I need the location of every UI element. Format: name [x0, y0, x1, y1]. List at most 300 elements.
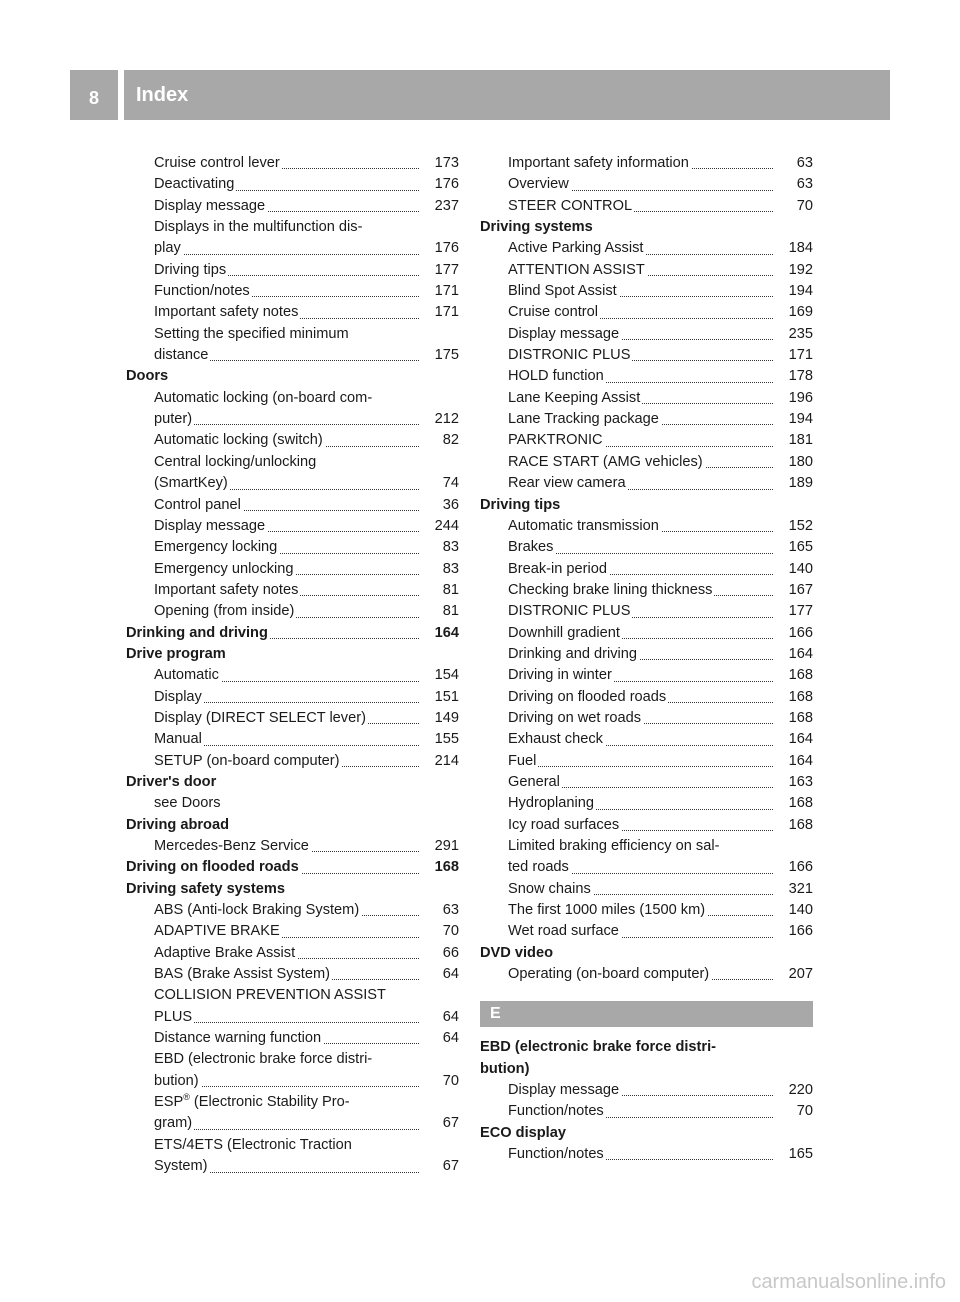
- entry-text: [508, 475, 628, 491]
- page-reference: 66: [440, 943, 459, 964]
- index-heading: [480, 1037, 813, 1058]
- index-entry: [480, 238, 813, 259]
- index-entry: [126, 153, 459, 174]
- entry-text: [154, 454, 318, 470]
- page-reference: 167: [786, 580, 813, 601]
- entry-text: [154, 710, 368, 726]
- entry-label: Hydroplaning: [508, 795, 594, 812]
- entry-label: COLLISION PREVENTION ASSIST: [154, 987, 386, 1004]
- entry-text: [154, 176, 236, 192]
- index-entry: [126, 964, 459, 985]
- entry-label: Display (DIRECT SELECT lever): [154, 709, 366, 726]
- index-entry: [480, 153, 813, 174]
- index-entry: [480, 260, 813, 281]
- index-entry: [480, 345, 813, 366]
- index-entry: [126, 729, 459, 750]
- entry-label: Driving in winter: [508, 667, 612, 684]
- entry-text: [126, 881, 287, 897]
- page-reference: 177: [432, 260, 459, 281]
- index-entry: [480, 879, 813, 900]
- entry-label: ABS (Anti-lock Braking System): [154, 902, 360, 919]
- entry-text: [126, 368, 170, 384]
- entry-text: [508, 304, 600, 320]
- index-entry: [126, 1135, 459, 1156]
- entry-label: STEER CONTROL: [508, 197, 633, 214]
- entry-label: DISTRONIC PLUS: [508, 347, 631, 364]
- page-reference: 165: [786, 1144, 813, 1165]
- page-reference: 244: [432, 516, 459, 537]
- page-reference: 212: [432, 409, 459, 430]
- entry-label: ADAPTIVE BRAKE: [154, 923, 280, 940]
- entry-label: Setting the specified minimum: [154, 325, 349, 342]
- entry-text: [154, 1051, 374, 1067]
- index-entry: [480, 366, 813, 387]
- page-reference: 164: [786, 644, 813, 665]
- entry-text: [154, 1009, 194, 1025]
- index-entry: [126, 495, 459, 516]
- entry-text: [508, 1146, 606, 1162]
- page-reference: 176: [432, 174, 459, 195]
- entry-label: Function/notes: [508, 1103, 604, 1120]
- page-reference: 82: [440, 430, 459, 451]
- page-reference: 70: [794, 196, 813, 217]
- entry-text: [154, 1094, 352, 1110]
- page-reference: 168: [786, 708, 813, 729]
- entry-text: [154, 923, 282, 939]
- entry-label: Cruise control: [508, 304, 599, 321]
- index-entry: [126, 985, 459, 1006]
- entry-text: [154, 390, 374, 406]
- entry-label: Active Parking Assist: [508, 240, 644, 257]
- index-entry: [480, 1101, 813, 1122]
- index-entry: [480, 388, 813, 409]
- entry-text: [154, 1073, 201, 1089]
- entry-label: Wet road surface: [508, 923, 619, 940]
- entry-text: [126, 625, 270, 641]
- index-entry: [126, 217, 459, 238]
- page-reference: 194: [786, 281, 813, 302]
- entry-label: Overview: [508, 176, 569, 193]
- entry-label: Automatic locking (on-board com-: [154, 389, 373, 406]
- entry-text: [154, 582, 300, 598]
- entry-label: gram): [154, 1115, 193, 1132]
- entry-label: Driving tips: [480, 496, 561, 513]
- index-entry: [126, 537, 459, 558]
- entry-label: EBD (electronic brake force distri-: [154, 1051, 373, 1068]
- page-reference: 175: [432, 345, 459, 366]
- page-reference: 168: [786, 665, 813, 686]
- entry-label: Distance warning function: [154, 1030, 322, 1047]
- entry-text: [508, 817, 621, 833]
- page-reference: 196: [786, 388, 813, 409]
- entry-label: DVD video: [480, 944, 553, 961]
- entry-text: [480, 945, 555, 961]
- index-entry: [126, 1007, 459, 1028]
- index-entry: [480, 196, 813, 217]
- entry-label: Displays in the multifunction dis-: [154, 219, 363, 236]
- entry-text: [154, 667, 221, 683]
- entry-text: [154, 945, 297, 961]
- entry-text: [508, 1082, 621, 1098]
- entry-label: RACE START (AMG vehicles): [508, 453, 703, 470]
- entry-label: PLUS: [154, 1008, 193, 1025]
- index-entry: [480, 921, 813, 942]
- entry-label: DISTRONIC PLUS: [508, 603, 631, 620]
- entry-text: [508, 432, 605, 448]
- index-entry: [480, 729, 813, 750]
- index-entry: [480, 687, 813, 708]
- page-reference: 83: [440, 559, 459, 580]
- index-entry: [480, 644, 813, 665]
- section-spacer: [480, 985, 813, 1001]
- index-entry: [480, 601, 813, 622]
- entry-text: [508, 689, 668, 705]
- page-reference: 184: [786, 238, 813, 259]
- entry-text: [508, 1103, 606, 1119]
- entry-text: [508, 262, 647, 278]
- index-entry: [480, 559, 813, 580]
- entry-text: [154, 603, 296, 619]
- entry-text: [508, 881, 593, 897]
- entry-text: [508, 326, 621, 342]
- entry-label: Driving on flooded roads: [508, 688, 667, 705]
- page-reference: 164: [786, 751, 813, 772]
- index-entry: [126, 943, 459, 964]
- page-reference: 176: [432, 238, 459, 259]
- entry-label: Lane Tracking package: [508, 411, 659, 428]
- page-reference: 74: [440, 473, 459, 494]
- page-reference: 63: [440, 900, 459, 921]
- leader-dots: [154, 254, 419, 255]
- entry-text: [508, 518, 661, 534]
- index-entry: [480, 324, 813, 345]
- entry-text: [154, 1030, 323, 1046]
- index-entry: [480, 473, 813, 494]
- index-entry: [480, 964, 813, 985]
- entry-text: [154, 497, 243, 513]
- index-entry: [480, 836, 813, 857]
- page-reference: 171: [786, 345, 813, 366]
- index-entry: [126, 836, 459, 857]
- index-heading: [126, 879, 459, 900]
- page-reference: 81: [440, 601, 459, 622]
- entry-text: [508, 646, 639, 662]
- index-entry: [126, 430, 459, 451]
- entry-label: Limited braking efficiency on sal-: [508, 838, 720, 854]
- entry-label: Function/notes: [154, 283, 250, 300]
- entry-text: [154, 475, 230, 491]
- entry-label: Exhaust check: [508, 731, 603, 748]
- entry-label: Driving systems: [480, 219, 593, 236]
- page-reference: 168: [786, 815, 813, 836]
- entry-label: Display message: [154, 517, 266, 534]
- page-reference: 180: [786, 452, 813, 473]
- entry-text: [508, 795, 596, 811]
- page-reference: 237: [432, 196, 459, 217]
- entry-label: The first 1000 miles (1500 km): [508, 902, 706, 919]
- index-entry: [480, 452, 813, 473]
- page-reference: 81: [440, 580, 459, 601]
- entry-text: [508, 902, 707, 918]
- section-e-entries: [480, 1037, 813, 1165]
- index-entry: [480, 751, 813, 772]
- index-entry: [126, 345, 459, 366]
- page-reference: 321: [786, 879, 813, 900]
- entry-text: [480, 1061, 531, 1077]
- index-entry: [480, 281, 813, 302]
- page-reference: 67: [440, 1113, 459, 1134]
- entry-label: Display message: [154, 197, 266, 214]
- leader-dots: [508, 766, 773, 767]
- entry-text: [154, 411, 194, 427]
- entry-label: bution): [154, 1072, 199, 1089]
- entry-label: PARKTRONIC: [508, 432, 603, 449]
- page-reference: 63: [794, 153, 813, 174]
- index-entry: [480, 708, 813, 729]
- entry-label: Automatic transmission: [508, 517, 659, 534]
- index-entry: [126, 1156, 459, 1177]
- entry-text: [508, 539, 555, 555]
- page-reference: 64: [440, 1007, 459, 1028]
- entry-label: see Doors: [154, 795, 221, 812]
- entry-text: [154, 304, 300, 320]
- entry-label: Break-in period: [508, 560, 607, 577]
- index-entry: [126, 665, 459, 686]
- page-reference: 83: [440, 537, 459, 558]
- entry-text: [508, 347, 632, 363]
- page-reference: 165: [786, 537, 813, 558]
- entry-text: [508, 368, 606, 384]
- entry-label: BAS (Brake Assist System): [154, 966, 330, 983]
- entry-label: Automatic: [154, 667, 219, 684]
- page-reference: 168: [786, 793, 813, 814]
- entry-label: EBD (electronic brake force distri-: [480, 1039, 717, 1056]
- entry-text: [508, 667, 614, 683]
- index-heading: [480, 943, 813, 964]
- page-reference: 151: [432, 687, 459, 708]
- page-reference: 166: [786, 921, 813, 942]
- entry-label: Important safety notes: [154, 581, 299, 598]
- entry-text: [480, 219, 595, 235]
- index-entry: [480, 516, 813, 537]
- entry-text: [508, 966, 711, 982]
- entry-label: Rear view camera: [508, 475, 626, 492]
- entry-label: Downhill gradient: [508, 624, 620, 641]
- index-entry: [126, 708, 459, 729]
- page-reference: 194: [786, 409, 813, 430]
- entry-label: Driver's door: [126, 773, 217, 790]
- index-entry: [126, 281, 459, 302]
- index-entry: [480, 302, 813, 323]
- watermark: carmanualsonline.info: [751, 1271, 946, 1293]
- entry-label: Driving on wet roads: [508, 709, 642, 726]
- page-reference: 177: [786, 601, 813, 622]
- entry-label: distance: [154, 347, 209, 364]
- entry-label: Opening (from inside): [154, 603, 295, 620]
- entry-label-suffix: (Electronic Stability Pro-: [189, 1094, 350, 1111]
- page-reference: 152: [786, 516, 813, 537]
- entry-text: [154, 966, 332, 982]
- page-number: 8: [88, 87, 99, 108]
- entry-text: [508, 731, 605, 747]
- entry-text: [508, 859, 571, 875]
- index-entry: [126, 473, 459, 494]
- index-heading: [480, 1059, 813, 1080]
- page-header: [70, 70, 890, 120]
- entry-text: [480, 1039, 718, 1055]
- entry-label: ATTENTION ASSIST: [508, 261, 645, 278]
- page-reference: 70: [794, 1101, 813, 1122]
- index-entry: [126, 751, 459, 772]
- index-entry: [126, 687, 459, 708]
- entry-text: [154, 838, 311, 854]
- entry-text: [508, 176, 571, 192]
- index-entry: [126, 409, 459, 430]
- index-heading: [126, 366, 459, 387]
- entry-label: Emergency locking: [154, 539, 278, 556]
- page-reference: 189: [786, 473, 813, 494]
- index-heading: [480, 495, 813, 516]
- index-entry: [126, 601, 459, 622]
- page-reference: 291: [432, 836, 459, 857]
- index-entry: [126, 559, 459, 580]
- page-reference: 166: [786, 857, 813, 878]
- page-reference: 163: [786, 772, 813, 793]
- entry-label: Driving tips: [154, 261, 227, 278]
- entry-label: (SmartKey): [154, 475, 228, 492]
- entry-text: [508, 561, 609, 577]
- entry-text: [480, 497, 562, 513]
- page-reference: 63: [794, 174, 813, 195]
- entry-text: [480, 1125, 568, 1141]
- index-heading: [126, 644, 459, 665]
- page-reference: 64: [440, 964, 459, 985]
- page-reference: 178: [786, 366, 813, 387]
- page-reference: 64: [440, 1028, 459, 1049]
- entry-label: Drive program: [126, 645, 226, 662]
- index-heading: [126, 623, 459, 644]
- entry-label: ECO display: [480, 1124, 566, 1141]
- entry-text: [154, 347, 210, 363]
- entry-text: [508, 923, 621, 939]
- entry-label: HOLD function: [508, 368, 604, 385]
- index-column-right-entries: [480, 153, 813, 985]
- index-entry: [126, 1092, 459, 1113]
- index-entry: [126, 174, 459, 195]
- page-reference: 164: [432, 623, 459, 644]
- entry-label: Display message: [508, 325, 620, 342]
- page-reference: 70: [440, 1071, 459, 1092]
- entry-text: [508, 710, 643, 726]
- entry-label: Display: [154, 688, 202, 705]
- index-entry: [480, 537, 813, 558]
- entry-label: Emergency unlocking: [154, 560, 294, 577]
- entry-label: System): [154, 1158, 208, 1175]
- page-reference: 36: [440, 495, 459, 516]
- entry-label: Icy road surfaces: [508, 816, 620, 833]
- entry-label: Fuel: [508, 752, 537, 769]
- entry-label: Display message: [508, 1082, 620, 1099]
- entry-label: Deactivating: [154, 176, 235, 193]
- page-reference: 168: [432, 857, 459, 878]
- index-entry: [126, 580, 459, 601]
- index-entry: [126, 1049, 459, 1070]
- index-entry: [126, 1113, 459, 1134]
- index-entry: [126, 1071, 459, 1092]
- entry-text: [154, 326, 351, 342]
- entry-text: [154, 902, 361, 918]
- index-entry: [480, 430, 813, 451]
- entry-label: Drinking and driving: [508, 645, 637, 662]
- page-reference: 192: [786, 260, 813, 281]
- index-entry: [480, 623, 813, 644]
- entry-text: [154, 155, 282, 171]
- index-entry: [126, 324, 459, 345]
- index-entry: [126, 793, 459, 814]
- page-reference: 173: [432, 153, 459, 174]
- entry-label: Cruise control lever: [154, 155, 280, 171]
- entry-text: [508, 838, 721, 854]
- index-column-right: [480, 153, 813, 1165]
- page-reference: 154: [432, 665, 459, 686]
- entry-label: Operating (on-board computer): [508, 966, 710, 983]
- entry-label: Mercedes-Benz Service: [154, 838, 309, 854]
- index-entry: [126, 1028, 459, 1049]
- page-reference: 207: [786, 964, 813, 985]
- entry-text: [154, 1137, 354, 1153]
- page-reference: 140: [786, 900, 813, 921]
- entry-text: [508, 411, 661, 427]
- page-reference: 214: [432, 751, 459, 772]
- index-entry: [480, 793, 813, 814]
- entry-text: [154, 731, 204, 747]
- entry-text: [154, 539, 279, 555]
- index-entry: [126, 388, 459, 409]
- index-heading: [480, 1123, 813, 1144]
- index-heading: [126, 857, 459, 878]
- index-entry: [480, 580, 813, 601]
- index-heading: [126, 815, 459, 836]
- index-entry: [480, 1144, 813, 1165]
- entry-text: [154, 753, 341, 769]
- index-entry: [480, 665, 813, 686]
- page-reference: 171: [432, 302, 459, 323]
- entry-text: [154, 689, 204, 705]
- entry-label: ESP: [154, 1094, 184, 1111]
- entry-text: [508, 774, 562, 790]
- entry-text: [154, 240, 183, 256]
- entry-label: bution): [480, 1060, 530, 1077]
- entry-label: Lane Keeping Assist: [508, 389, 641, 406]
- entry-label: Adaptive Brake Assist: [154, 944, 296, 961]
- entry-text: [154, 262, 228, 278]
- page-reference: 168: [786, 687, 813, 708]
- index-entry: [480, 857, 813, 878]
- entry-label: Automatic locking (switch): [154, 432, 323, 449]
- entry-label: Important safety information: [508, 155, 689, 171]
- entry-text: [508, 625, 622, 641]
- index-heading: [480, 217, 813, 238]
- page-reference: 171: [432, 281, 459, 302]
- entry-text: [508, 240, 645, 256]
- entry-text: [154, 1115, 194, 1131]
- page-reference: 70: [440, 921, 459, 942]
- entry-label: Blind Spot Assist: [508, 283, 617, 300]
- entry-text: [126, 646, 228, 662]
- index-entry: [126, 452, 459, 473]
- page-reference: 181: [786, 430, 813, 451]
- entry-label: Control panel: [154, 496, 241, 513]
